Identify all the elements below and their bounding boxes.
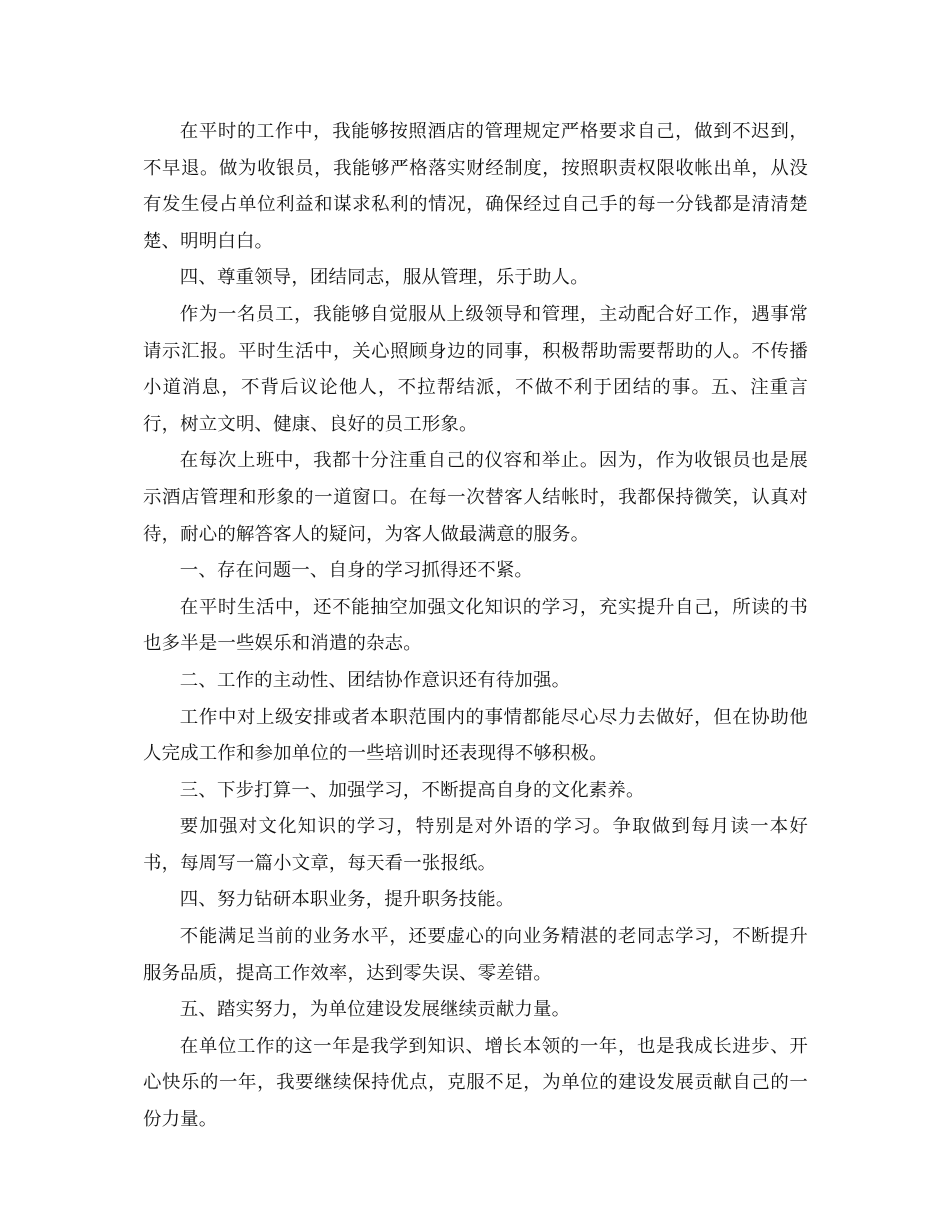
paragraph-13-heading: 五、踏实努力，为单位建设发展继续贡献力量。 — [179, 999, 571, 1021]
paragraph-3: 作为一名员工，我能够自觉服从上级领导和管理，主动配合好工作，遇事常请示汇报。平时生活中，关心照顾身边的同事，积极帮助需要帮助的人。不传播小道消息，不背后议论他人，不拉帮结派，不做不利于团结的事。五、注重言行，树立文明、健康、良好的员工形象。 — [143, 303, 808, 435]
paragraph-4: 在每次上班中，我都十分注重自己的仪容和举止。因为，作为收银员也是展示酒店管理和形象的一道窗口。在每一次替客人结帐时，我都保持微笑，认真对待，耐心的解答客人的疑问，为客人做最满意的服务。 — [143, 450, 808, 545]
paragraph-5-heading: 一、存在问题一、自身的学习抓得还不紧。 — [179, 560, 534, 582]
paragraph-2-heading: 四、尊重领导，团结同志，服从管理，乐于助人。 — [179, 267, 589, 289]
paragraph-9-heading: 三、下步打算一、加强学习，不断提高自身的文化素养。 — [179, 779, 645, 801]
paragraph-11-heading: 四、努力钻研本职业务，提升职务技能。 — [179, 889, 515, 911]
paragraph-7-heading: 二、工作的主动性、团结协作意识还有待加强。 — [179, 669, 571, 691]
document-body — [143, 114, 808, 1139]
paragraph-8: 工作中对上级安排或者本职范围内的事情都能尽心尽力去做好，但在协助他人完成工作和参加单位的一些培训时还表现得不够积极。 — [143, 706, 808, 765]
paragraph-10: 要加强对文化知识的学习，特别是对外语的学习。争取做到每月读一本好书，每周写一篇小文章，每天看一张报纸。 — [143, 816, 808, 874]
paragraph-14: 在单位工作的这一年是我学到知识、增长本领的一年，也是我成长进步、开心快乐的一年，我要继续保持优点，克服不足，为单位的建设发展贡献自己的一份力量。 — [143, 1035, 808, 1131]
paragraph-1: 在平时的工作中，我能够按照酒店的管理规定严格要求自己，做到不迟到，不早退。做为收银员，我能够严格落实财经制度，按照职责权限收帐出单，从没有发生侵占单位利益和谋求私利的情况，确保经过自己手的每一分钱都是清清楚楚、明明白白。 — [143, 121, 808, 252]
paragraph-12: 不能满足当前的业务水平，还要虚心的向业务精湛的老同志学习，不断提升服务品质，提高工作效率，达到零失误、零差错。 — [143, 926, 808, 984]
paragraph-6: 在平时生活中，还不能抽空加强文化知识的学习，充实提升自己，所读的书也多半是一些娱乐和消遣的杂志。 — [143, 596, 808, 655]
